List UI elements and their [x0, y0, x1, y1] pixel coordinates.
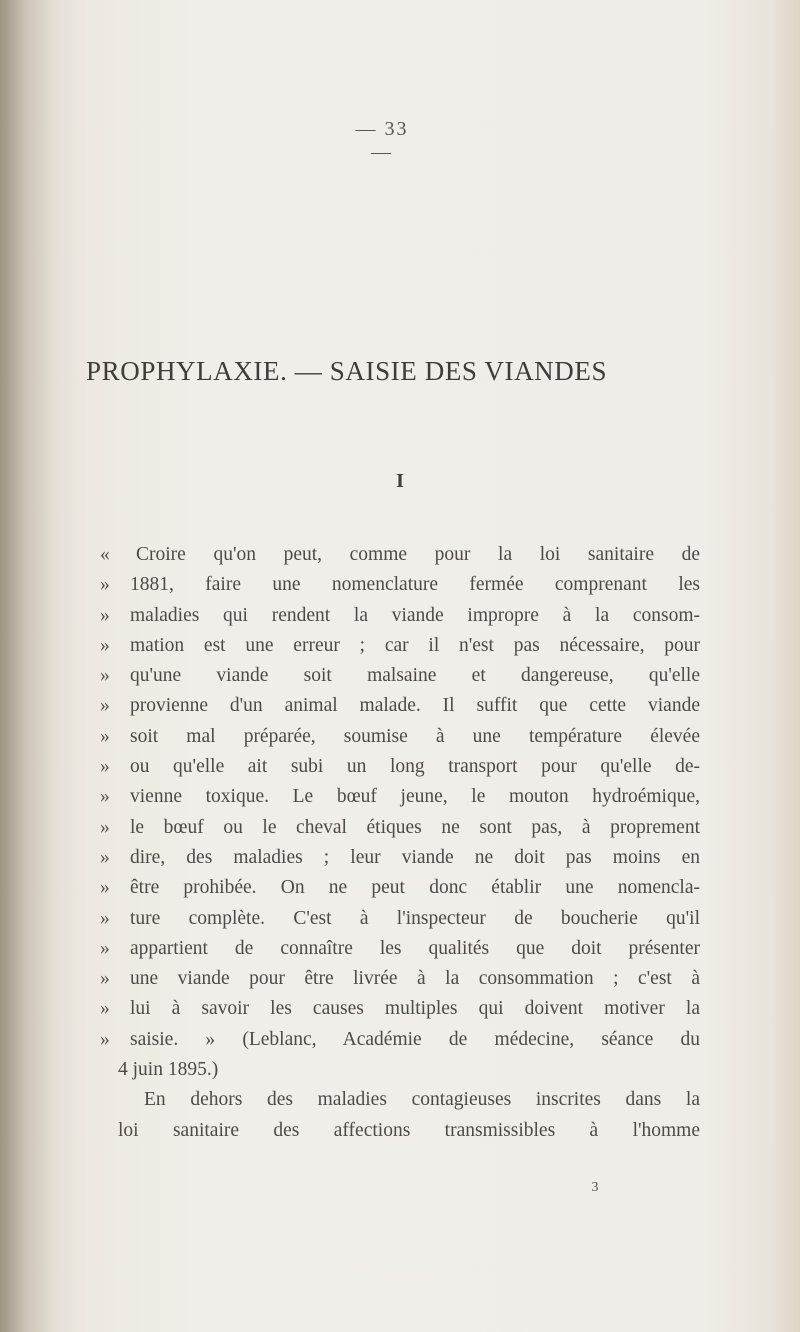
quote-mark: »: [100, 604, 110, 626]
line-text: qu'une viande soit malsaine et dangereuse, qu'elle: [130, 665, 700, 687]
quote-mark: »: [100, 634, 110, 656]
quote-mark: »: [100, 756, 110, 778]
line-text: provienne d'un animal malade. Il suffit que cette viande: [130, 695, 700, 717]
body-text: [100, 540, 700, 1146]
quote-mark: «: [100, 544, 110, 565]
text-line: [100, 1085, 700, 1115]
line-text: En dehors des maladies contagieuses inscrites dans la: [144, 1089, 700, 1111]
text-line: [100, 722, 700, 752]
page-number: — 33 —: [355, 118, 409, 163]
section-number: I: [396, 470, 404, 492]
line-text: vienne toxique. Le bœuf jeune, le mouton hydroémique,: [130, 786, 700, 808]
quote-mark: »: [100, 695, 110, 717]
text-line: [100, 782, 700, 812]
text-line: [100, 752, 700, 782]
line-text: appartient de connaître les qualités que doit présenter: [130, 937, 700, 959]
line-text: soit mal préparée, soumise à une température élevée: [130, 725, 700, 747]
chapter-title: PROPHYLAXIE. — SAISIE DES VIANDES: [86, 356, 608, 386]
text-line: [100, 843, 700, 873]
quote-mark: »: [100, 846, 110, 868]
text-line: [100, 570, 700, 600]
text-line: [100, 994, 700, 1024]
text-line: [100, 904, 700, 934]
text-line: [100, 873, 700, 903]
text-line: [100, 1055, 700, 1085]
line-text: ou qu'elle ait subi un long transport pour qu'elle de-: [130, 756, 700, 778]
quote-mark: »: [100, 665, 110, 687]
quote-mark: »: [100, 786, 110, 808]
line-text: Croire qu'on peut, comme pour la loi sanitaire de: [136, 544, 700, 565]
text-line: [100, 540, 700, 570]
line-text: saisie. » (Leblanc, Académie de médecine, séance du: [130, 1028, 700, 1050]
quote-mark: »: [100, 725, 110, 747]
text-line: [100, 691, 700, 721]
text-line: [100, 934, 700, 964]
text-line: [100, 813, 700, 843]
signature-mark: 3: [591, 1180, 599, 1195]
line-text: lui à savoir les causes multiples qui doivent motiver la: [130, 998, 700, 1020]
text-line: [100, 631, 700, 661]
line-text: le bœuf ou le cheval étiques ne sont pas, à proprement: [130, 816, 700, 838]
line-text: 4 juin 1895.): [118, 1059, 219, 1081]
line-text: être prohibée. On ne peut donc établir une nomencla-: [130, 877, 700, 899]
quote-mark: »: [100, 574, 110, 596]
line-text: une viande pour être livrée à la consommation ; c'est à: [130, 968, 700, 990]
quote-mark: »: [100, 877, 110, 899]
quote-mark: »: [100, 1028, 110, 1050]
text-line: [100, 661, 700, 691]
line-text: dire, des maladies ; leur viande ne doit pas moins en: [130, 846, 700, 868]
text-line: [100, 601, 700, 631]
text-line: [100, 964, 700, 994]
text-line: [100, 1025, 700, 1055]
quote-mark: »: [100, 816, 110, 838]
line-text: ture complète. C'est à l'inspecteur de boucherie qu'il: [130, 907, 700, 929]
text-line: [100, 1116, 700, 1146]
line-text: mation est une erreur ; car il n'est pas nécessaire, pour: [130, 634, 700, 656]
quote-mark: »: [100, 998, 110, 1020]
quote-mark: »: [100, 968, 110, 990]
line-text: loi sanitaire des affections transmissibles à l'homme: [118, 1119, 700, 1141]
binding-shadow: [0, 0, 55, 1332]
quote-mark: »: [100, 907, 110, 929]
quote-mark: »: [100, 937, 110, 959]
line-text: 1881, faire une nomenclature fermée comprenant les: [130, 574, 700, 596]
line-text: maladies qui rendent la viande impropre à la consom-: [130, 604, 700, 626]
